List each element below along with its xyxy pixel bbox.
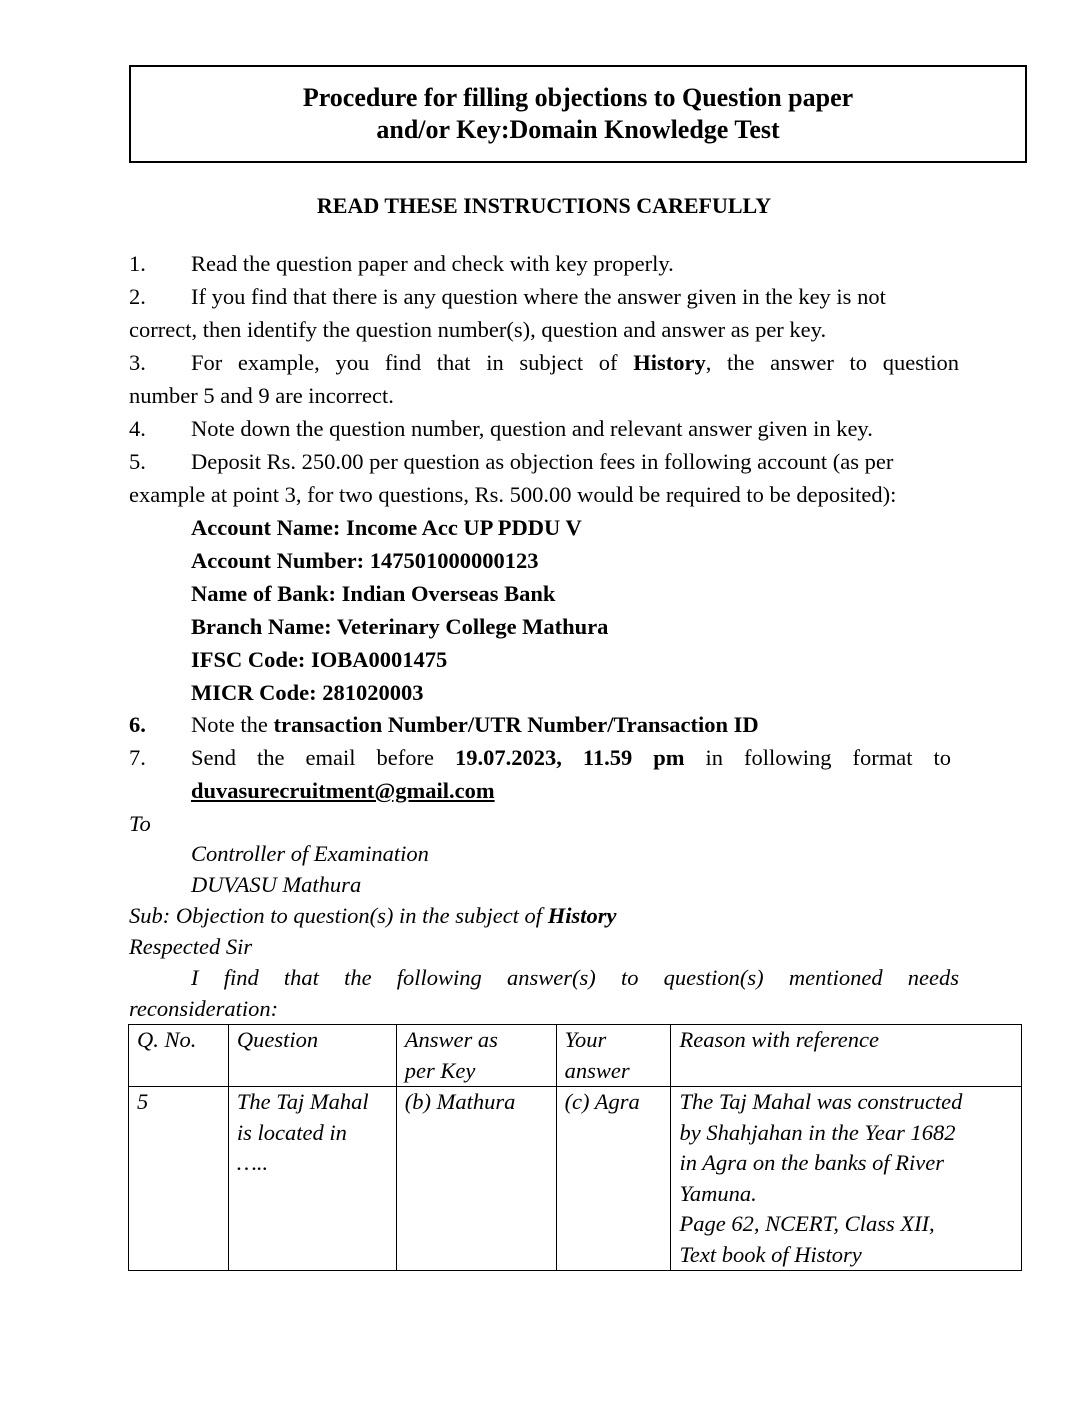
cell-reason-line-6: Text book of History	[679, 1241, 862, 1267]
header-your-answer-line-1: Your	[564, 1027, 607, 1052]
step-2-number: 2.	[129, 284, 146, 309]
step-2-text-line-1: If you find that there is any question where the answer given in the key is not	[191, 284, 886, 309]
cell-your-answer-text: (c) Agra	[564, 1089, 640, 1114]
bank-name: Name of Bank: Indian Overseas Bank	[191, 581, 556, 606]
branch-name: Branch Name: Veterinary College Mathura	[191, 614, 609, 639]
header-qno-text: Q. No.	[137, 1027, 197, 1052]
cell-qno-text: 5	[137, 1089, 149, 1114]
header-reason-text: Reason with reference	[679, 1027, 880, 1052]
letter-salutation: Respected Sir	[129, 934, 253, 959]
step-3-text-line-1	[191, 349, 959, 377]
step-5-number: 5.	[129, 449, 146, 474]
letter-to: To	[129, 811, 151, 836]
step-2-text-line-2: correct, then identify the question number(s), question and answer as per key.	[129, 317, 827, 342]
title-line-2: and/or Key:Domain Knowledge Test	[376, 115, 780, 144]
step-4-text: Note down the question number, question and relevant answer given in key.	[191, 416, 873, 441]
letter-body-line-2: reconsideration:	[129, 996, 279, 1021]
step-7-number: 7.	[129, 745, 146, 770]
cell-question	[228, 1087, 396, 1271]
header-question	[228, 1025, 396, 1087]
step-1-text: Read the question paper and check with key properly.	[191, 251, 674, 276]
title-line-1: Procedure for filling objections to Question paper	[302, 83, 854, 112]
account-number: Account Number: 147501000000123	[191, 548, 539, 573]
step-7-text-part: Send the email before	[191, 745, 455, 770]
header-your-answer-line-2: answer	[564, 1057, 630, 1083]
cell-question-line-1: The Taj Mahal	[236, 1089, 369, 1114]
document-title-box	[129, 65, 1027, 163]
header-answer-key-line-1: Answer as	[404, 1027, 498, 1052]
letter-subject	[129, 902, 616, 930]
cell-your-answer	[556, 1087, 671, 1271]
header-qno	[129, 1025, 229, 1087]
step-3-text-line-2: number 5 and 9 are incorrect.	[129, 383, 394, 408]
step-5-text-line-1: Deposit Rs. 250.00 per question as objection fees in following account (as per	[191, 449, 894, 474]
step-7-text-end: in following format to	[684, 745, 951, 770]
instructions-heading: READ THESE INSTRUCTIONS CAREFULLY	[316, 193, 772, 218]
ifsc-code: IFSC Code: IOBA0001475	[191, 647, 448, 672]
cell-reason-line-3: in Agra on the banks of River	[679, 1150, 945, 1175]
cell-question-line-3: …..	[236, 1150, 269, 1175]
header-reason	[671, 1025, 1022, 1087]
step-6-text	[191, 711, 759, 739]
header-question-text: Question	[236, 1027, 319, 1052]
letter-recipient-1: Controller of Examination	[191, 841, 429, 866]
letter-recipient-2: DUVASU Mathura	[191, 872, 362, 897]
cell-reason	[671, 1087, 1022, 1271]
letter-subject-name: History	[547, 903, 617, 928]
cell-reason-line-5: Page 62, NCERT, Class XII,	[679, 1211, 935, 1236]
cell-reason-line-4: Yamuna.	[679, 1180, 757, 1206]
step-7-deadline: 19.07.2023, 11.59 pm	[454, 745, 685, 770]
cell-answer-key-text: (b) Mathura	[404, 1089, 516, 1114]
cell-answer-key	[396, 1087, 556, 1271]
objection-table	[128, 1024, 1022, 1271]
step-6-number: 6.	[129, 712, 146, 737]
step-3-number: 3.	[129, 350, 146, 375]
table-header-row	[129, 1025, 1022, 1087]
step-3-text-end: , the answer to question	[705, 350, 959, 375]
step-5-text-line-2: example at point 3, for two questions, Rs. 500.00 would be required to be deposited):	[129, 482, 897, 507]
letter-subject-prefix: Sub: Objection to question(s) in the subject of	[129, 903, 548, 928]
email-link[interactable]: duvasurecruitment@gmail.com	[191, 778, 495, 803]
step-4-number: 4.	[129, 416, 146, 441]
step-6-text-part: Note the	[191, 712, 274, 737]
cell-reason-line-1: The Taj Mahal was constructed	[679, 1089, 963, 1114]
step-6-transaction-id: transaction Number/UTR Number/Transaction ID	[273, 712, 759, 737]
header-your-answer	[556, 1025, 671, 1087]
step-3-text-part: For example, you find that in subject of	[191, 350, 634, 375]
header-answer-key	[396, 1025, 556, 1087]
account-name: Account Name: Income Acc UP PDDU V	[191, 515, 582, 540]
micr-code: MICR Code: 281020003	[191, 680, 424, 705]
header-answer-key-line-2: per Key	[404, 1057, 476, 1083]
step-1-number: 1.	[129, 251, 146, 276]
step-3-subject: History	[633, 350, 706, 375]
table-row	[129, 1087, 1022, 1271]
cell-qno	[129, 1087, 229, 1271]
cell-question-line-2: is located in	[236, 1119, 347, 1145]
step-7-text-line-1	[191, 744, 951, 772]
cell-reason-line-2: by Shahjahan in the Year 1682	[679, 1119, 956, 1145]
letter-body-line-1: I find that the following answer(s) to question(s) mentioned needs	[191, 965, 959, 990]
